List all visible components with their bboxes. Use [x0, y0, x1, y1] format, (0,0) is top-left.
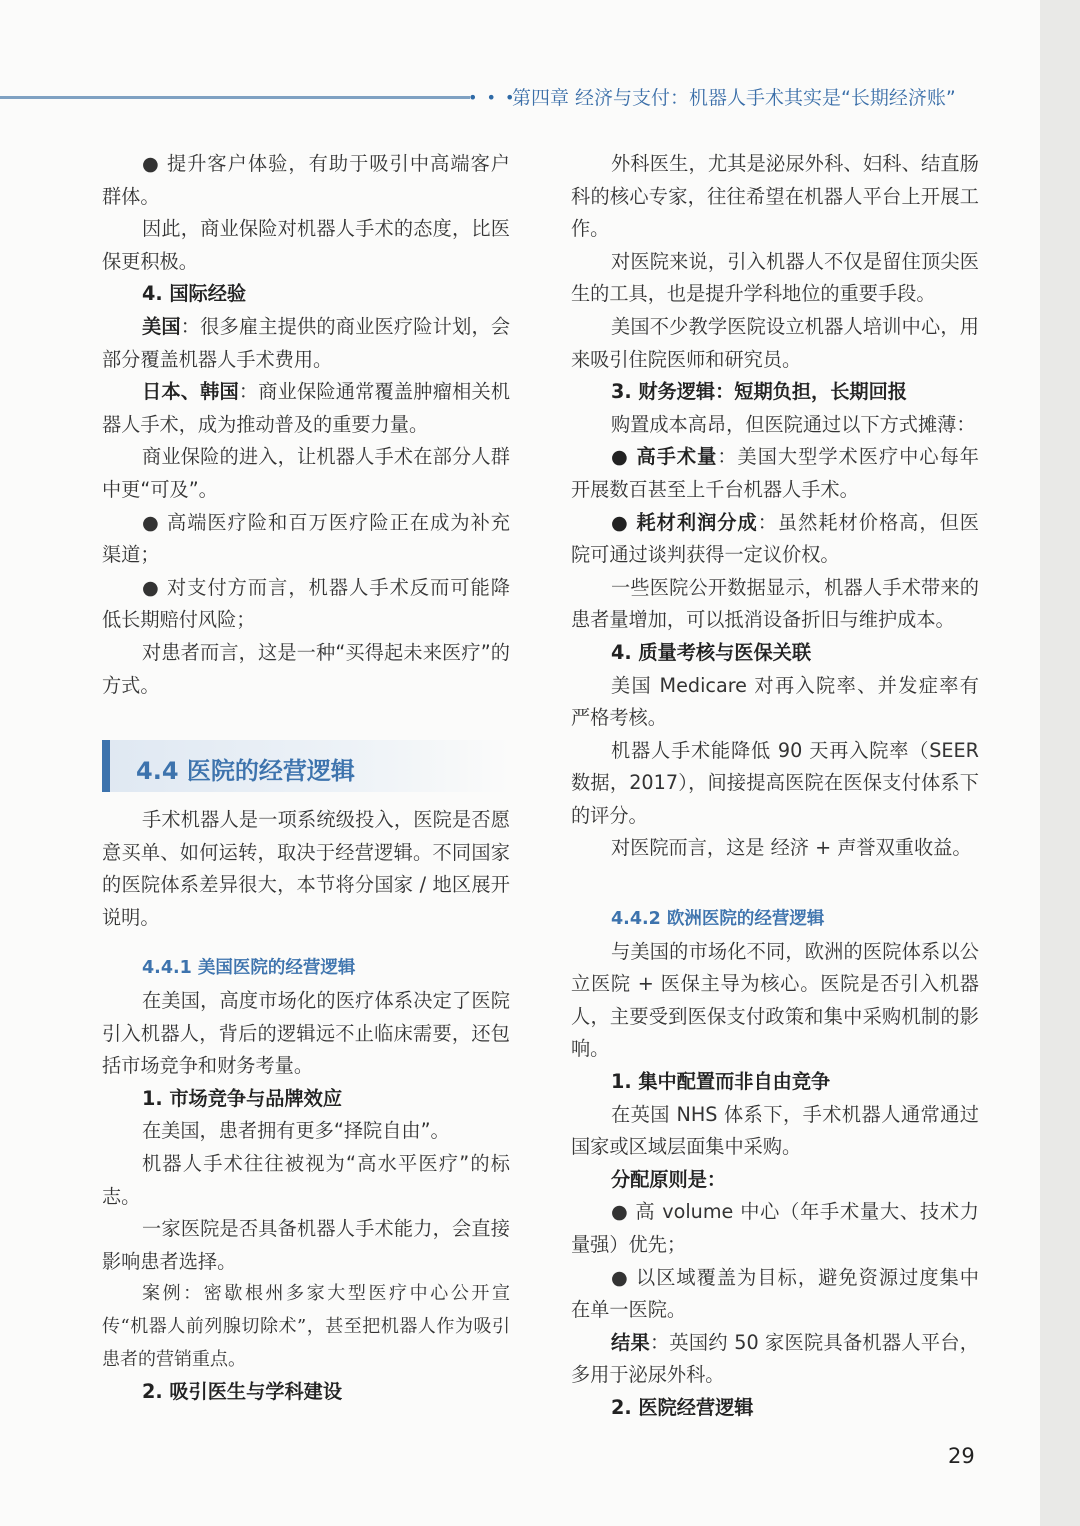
- heading: 4. 质量考核与医保关联: [611, 640, 812, 664]
- bold-label: 美国: [142, 314, 181, 338]
- paragraph: 对医院来说，引入机器人不仅是留住顶尖医生的工具，也是提升学科地位的重要手段。: [571, 249, 979, 306]
- subsection-title: 4.4.2 欧洲医院的经营逻辑: [611, 909, 825, 930]
- subsection-title: 4.4.1 美国医院的经营逻辑: [142, 958, 356, 979]
- section-title: 4.4 医院的经营逻辑: [136, 757, 355, 786]
- bullet-item: [571, 441, 979, 506]
- paragraph-jk: [102, 376, 510, 441]
- page-number: 29: [948, 1444, 975, 1468]
- spacer: [571, 865, 979, 903]
- heading: 2. 医院经营逻辑: [611, 1395, 754, 1419]
- text: ：很多雇主提供的商业医疗险计划，会部分覆盖机器人手术费用。: [102, 314, 511, 371]
- paragraph: 与美国的市场化不同，欧洲的医院体系以公立医院 + 医保主导为核心。医院是否引入机器人，主要受到医保支付政策和集中采购机制的影响。: [571, 939, 979, 1061]
- paragraph: 美国 Medicare 对再入院率、并发症率有严格考核。: [571, 673, 979, 730]
- text: ：美国大型学术医疗中心每年开展数百甚至上千台机器人手术。: [571, 445, 979, 501]
- paragraph: 对患者而言，这是一种“买得起未来医疗”的方式。: [102, 640, 510, 697]
- paragraph: 美国不少教学医院设立机器人培训中心，用来吸引住院医师和研究员。: [571, 314, 979, 371]
- paragraph: 商业保险的进入，让机器人手术在部分人群中更“可及”。: [102, 445, 510, 501]
- paragraph: 在美国，高度市场化的医疗体系决定了医院引入机器人，背后的逻辑远不止临床需要，还包括市场竞争和财务考量。: [102, 989, 510, 1078]
- paragraph-result: [571, 1327, 979, 1392]
- text: ：商业保险通常覆盖肿瘤相关机器人手术，成为推动普及的重要力量。: [102, 380, 511, 436]
- bullet-item: ● 高 volume 中心（年手术量大、技术力量强）优先；: [571, 1200, 979, 1256]
- header-rule: [0, 96, 470, 99]
- paragraph: 在美国，患者拥有更多“择院自由”。: [142, 1119, 450, 1143]
- paragraph: 一些医院公开数据显示，机器人手术带来的患者量增加，可以抵消设备折旧与维护成本。: [571, 575, 979, 632]
- chapter-header: 第四章 经济与支付：机器人手术其实是“长期经济账”: [512, 87, 956, 109]
- heading: 1. 集中配置而非自由竞争: [611, 1070, 831, 1094]
- paragraph: 对医院而言，这是 经济 + 声誉双重收益。: [611, 836, 972, 860]
- bullet-item: ● 高端医疗险和百万医疗险正在成为补充渠道；: [102, 510, 510, 567]
- paragraph: 机器人手术能降低 90 天再入院率（SEER 数据，2017），间接提高医院在医保支付体系下的评分。: [571, 738, 979, 827]
- heading: 3. 财务逻辑：短期负担，长期回报: [611, 380, 907, 404]
- paragraph-us: [102, 311, 510, 376]
- header-dots: • • •: [468, 88, 517, 107]
- paragraph: 外科医生，尤其是泌尿外科、妇科、结直肠科的核心专家，往往希望在机器人平台上开展工作。: [571, 152, 979, 241]
- paragraph: 一家医院是否具备机器人手术能力，会直接影响患者选择。: [102, 1217, 510, 1273]
- bullet-item: ● 以区域覆盖为目标，避免资源过度集中在单一医院。: [571, 1265, 979, 1322]
- bullet-item: [571, 507, 979, 572]
- paragraph: ● 提升客户体验，有助于吸引中高端客户群体。: [102, 152, 510, 208]
- section-accent-bar: [102, 740, 110, 792]
- page-edge: [1040, 0, 1080, 1526]
- paragraph: 手术机器人是一项系统级投入，医院是否愿意买单、如何运转，取决于经营逻辑。不同国家的医院体系差异很大，本节将分国家 / 地区展开说明。: [102, 808, 510, 929]
- text: ：英国约 50 家医院具备机器人平台，多用于泌尿外科。: [571, 1330, 979, 1387]
- heading: 分配原则是：: [611, 1167, 727, 1191]
- paragraph: 机器人手术往往被视为“高水平医疗”的标志。: [102, 1152, 510, 1208]
- text: ：虽然耗材价格高，但医院可通过谈判获得一定议价权。: [571, 510, 979, 567]
- heading: 4. 国际经验: [142, 282, 247, 306]
- section-heading-box: [102, 740, 510, 792]
- bold-label: ● 耗材利润分成: [611, 510, 758, 534]
- spacer: [102, 934, 510, 952]
- paragraph: 在英国 NHS 体系下，手术机器人通常通过国家或区域层面集中采购。: [571, 1102, 979, 1159]
- bold-label: 结果: [611, 1330, 650, 1354]
- bold-label: 日本、韩国: [142, 380, 239, 404]
- heading: 2. 吸引医生与学科建设: [142, 1380, 343, 1404]
- paragraph: 因此，商业保险对机器人手术的态度，比医保更积极。: [102, 217, 510, 273]
- case-study: 案例：密歇根州多家大型医疗中心公开宣传“机器人前列腺切除术”，甚至把机器人作为吸引患者的营销重点。: [102, 1283, 510, 1370]
- bold-label: ● 高手术量: [611, 445, 718, 469]
- right-column: [571, 148, 979, 1425]
- paragraph: 购置成本高昂，但医院通过以下方式摊薄：: [611, 412, 976, 436]
- left-column: [102, 148, 510, 1409]
- bullet-item: ● 对支付方而言，机器人手术反而可能降低长期赔付风险；: [102, 575, 510, 632]
- heading: 1. 市场竞争与品牌效应: [142, 1086, 343, 1110]
